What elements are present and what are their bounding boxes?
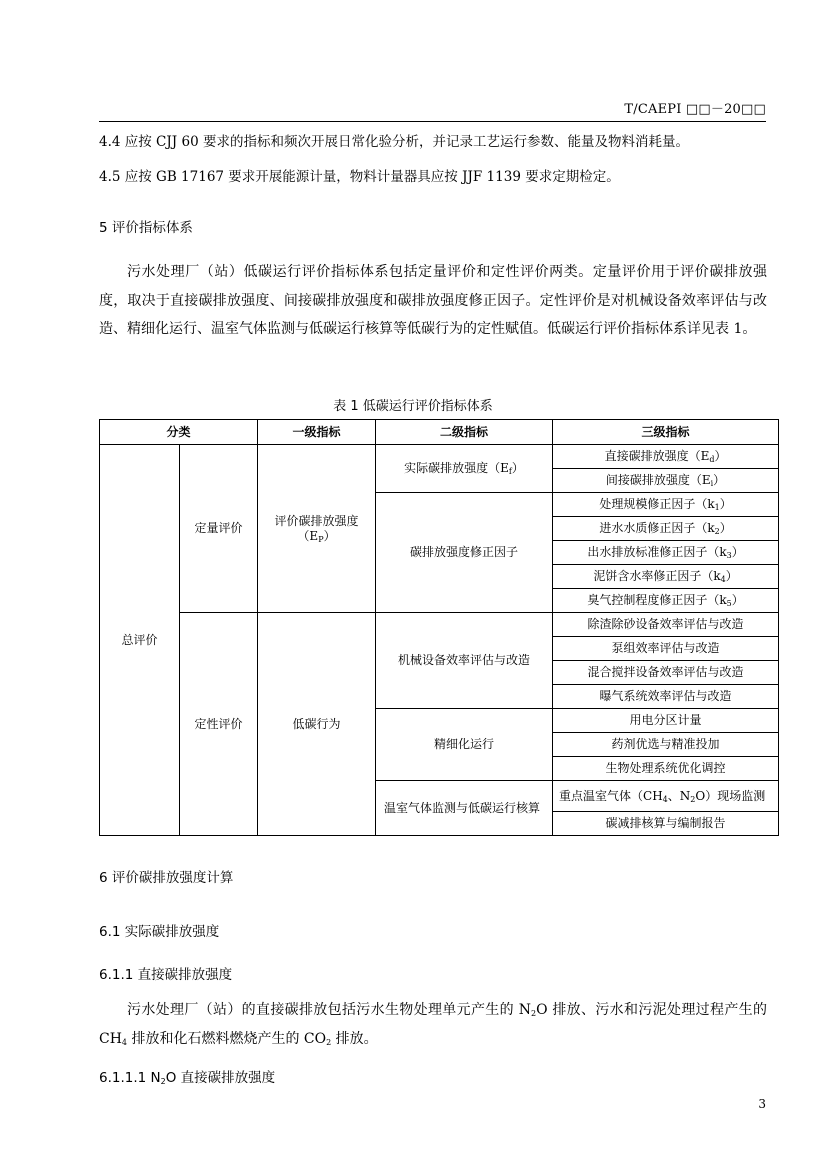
evaluation-index-table	[99, 419, 779, 836]
section-6-1-1-paragraph: 污水处理厂（站）的直接碳排放包括污水生物处理单元产生的 $N_2O$ 排放、污水和污泥处理过程产生的 $CH_4$ 排放和化石燃料燃烧产生的 $CO_2$ 排放。	[99, 1002, 767, 1047]
fine-item-cell: 用电分区计量	[553, 709, 779, 733]
header-level3: 三级指标	[553, 420, 779, 445]
section-5-heading: 5 评价指标体系	[99, 220, 193, 236]
header-level2: 二级指标	[376, 420, 553, 445]
actual-carbon-intensity-cell: 实际碳排放强度$(E_f)$	[376, 445, 553, 493]
header-category: 分类	[100, 420, 258, 445]
header-level1: 一级指标	[258, 420, 376, 445]
correction-factor-cell: 碳排放强度修正因子	[376, 493, 553, 613]
section-6-heading: 6 评价碳排放强度计算	[99, 870, 234, 886]
mech-item-cell: 混合搅拌设备效率评估与改造	[553, 661, 779, 685]
clause-4-5: 4.5 应按 GB 17167 要求开展能源计量，物料计量器具应按 JJF 1139 要求定期检定。	[99, 169, 620, 185]
document-code: T/CAEPI □□－20□□	[624, 102, 766, 117]
k2-cell: 进水水质修正因子$(k_2)$	[553, 517, 779, 541]
table-1-caption: 表 1 低碳运行评价指标体系	[333, 399, 493, 414]
indirect-intensity-cell: 间接碳排放强度$(E_i)$	[553, 469, 779, 493]
fine-item-cell: 生物处理系统优化调控	[553, 757, 779, 781]
table-row	[100, 445, 779, 469]
direct-intensity-cell: 直接碳排放强度$(E_d)$	[553, 445, 779, 469]
clause-4-4: 4.4 应按 CJJ 60 要求的指标和频次开展日常化验分析，并记录工艺运行参数、能量及物料消耗量。	[99, 134, 689, 150]
section-6-1-heading: 6.1 实际碳排放强度	[99, 924, 220, 940]
mech-item-cell: 泵组效率评估与改造	[553, 637, 779, 661]
section-6-1-1-heading: 6.1.1 直接碳排放强度	[99, 967, 233, 983]
table-header-row	[100, 420, 779, 445]
mech-item-cell: 除渣除砂设备效率评估与改造	[553, 613, 779, 637]
evaluated-carbon-intensity-cell: 评价碳排放强度 $(E_P)$	[258, 445, 376, 613]
table-row	[100, 613, 779, 637]
ghg-monitoring-cell: 温室气体监测与低碳运行核算	[376, 781, 553, 836]
qualitative-evaluation-cell: 定性评价	[180, 613, 258, 836]
section-5-paragraph: 污水处理厂（站）低碳运行评价指标体系包括定量评价和定性评价两类。定量评价用于评价碳排放强度，取决于直接碳排放强度、间接碳排放强度和碳排放强度修正因子。定性评价是对机械设备效率评估与改造、精细化运行、温室气体监测与低碳运行核算等低碳行为的定性赋值。低碳运行评价指标体系详见表 1。	[99, 264, 767, 337]
k1-cell: 处理规模修正因子$(k_1)$	[553, 493, 779, 517]
mech-item-cell: 曝气系统效率评估与改造	[553, 685, 779, 709]
k4-cell: 泥饼含水率修正因子$(k_4)$	[553, 565, 779, 589]
mechanical-efficiency-cell: 机械设备效率评估与改造	[376, 613, 553, 709]
overall-evaluation-cell: 总评价	[100, 445, 180, 836]
section-6-1-1-1-heading: 6.1.1.1 $N_2O$ 直接碳排放强度	[99, 1070, 276, 1086]
low-carbon-behavior-cell: 低碳行为	[258, 613, 376, 836]
ghg-item-cell: 重点温室气体（$CH_4$、$N_2O$）现场监测	[553, 781, 779, 812]
quantitative-evaluation-cell: 定量评价	[180, 445, 258, 613]
k5-cell: 臭气控制程度修正因子$(k_5)$	[553, 589, 779, 613]
fine-item-cell: 药剂优选与精准投加	[553, 733, 779, 757]
refined-operation-cell: 精细化运行	[376, 709, 553, 781]
page-number: 3	[758, 1097, 766, 1111]
ghg-item-cell: 碳减排核算与编制报告	[553, 812, 779, 836]
header-rule	[99, 121, 766, 122]
k3-cell: 出水排放标准修正因子$(k_3)$	[553, 541, 779, 565]
